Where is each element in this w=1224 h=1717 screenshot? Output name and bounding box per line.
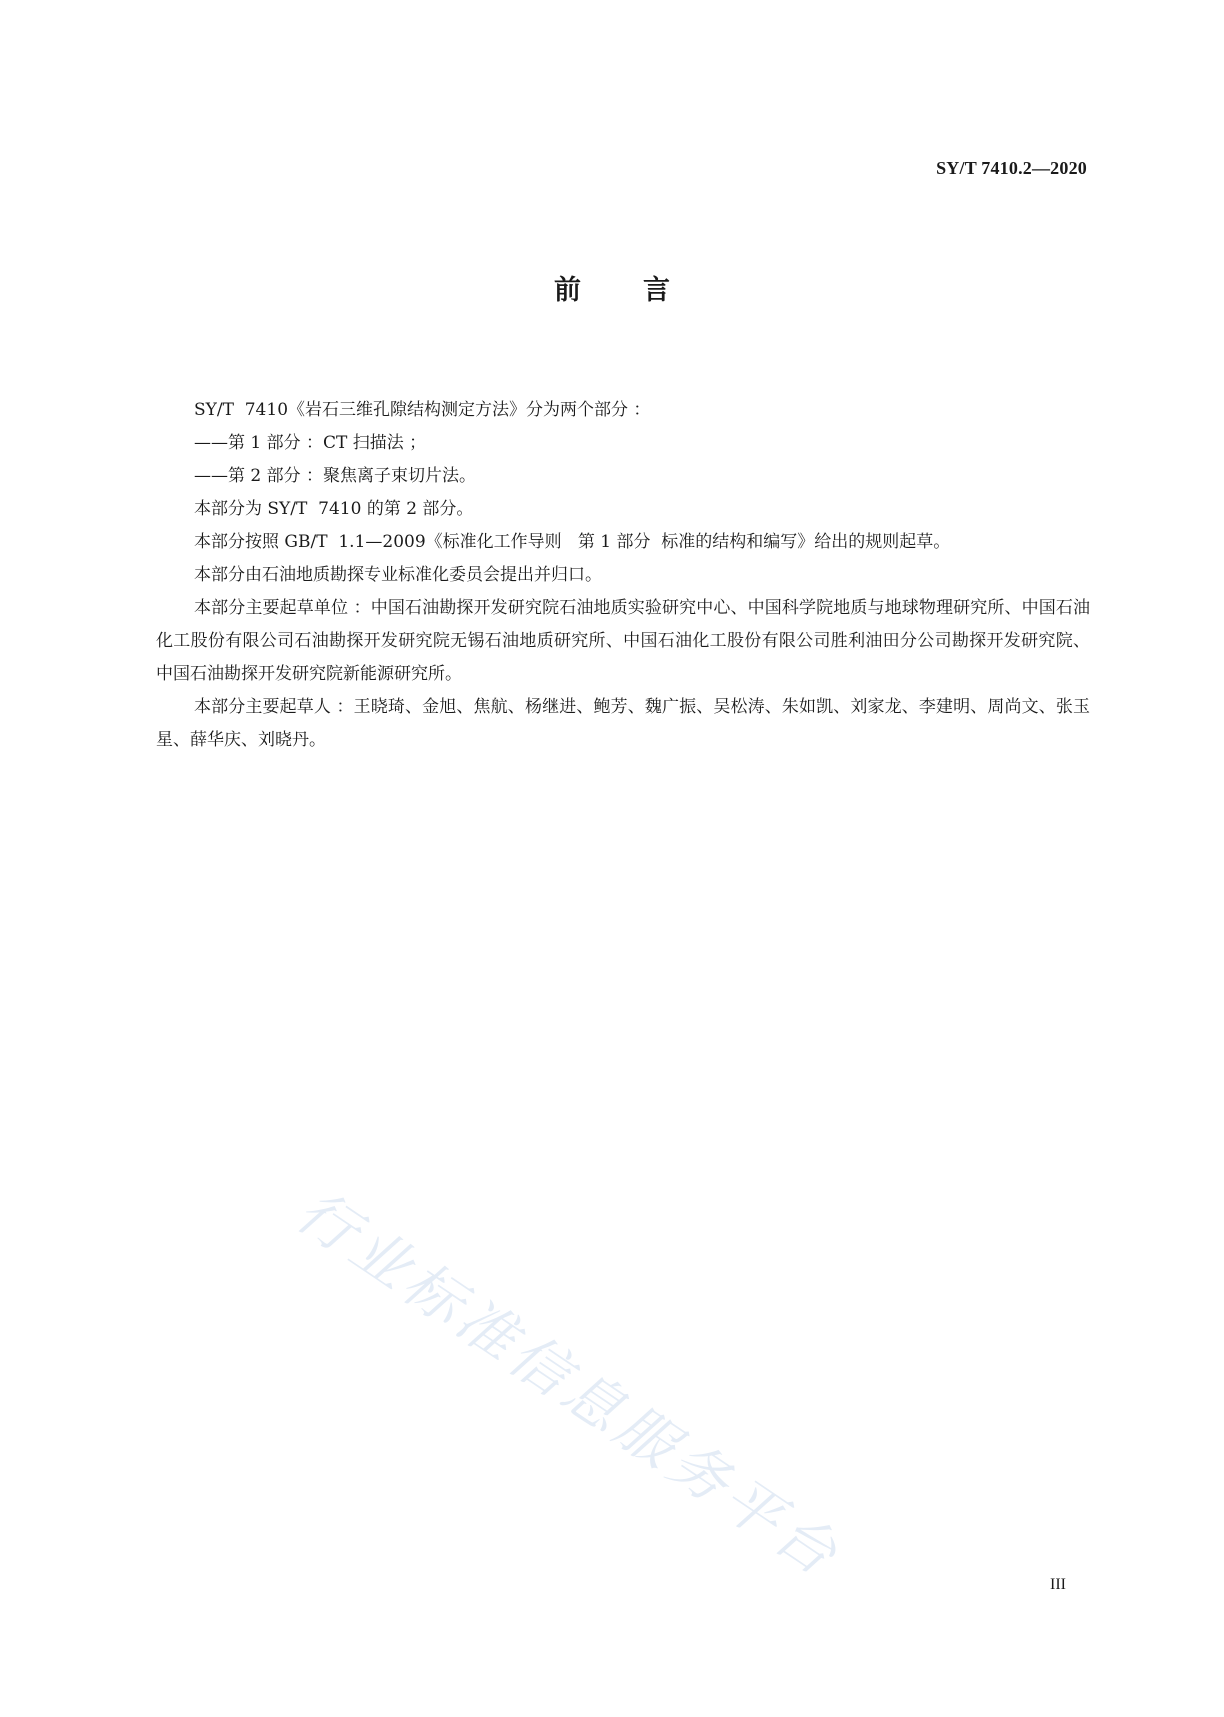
page-title-char-1: 前 [554, 275, 581, 306]
paragraph-parts-intro: SY/T 7410《岩石三维孔隙结构测定方法》分为两个部分 ： [194, 400, 651, 420]
paragraph-this-part: 本部分为 SY/T 7410 的第 2 部分。 [194, 499, 474, 519]
page-title-char-2: 言 [643, 275, 670, 306]
paragraph-part-1: ——第 1 部分 ：CT 扫描法 ； [194, 433, 427, 453]
paragraph-drafting-rules: 本部分按照 GB/T 1.1—2009《标准化工作导则 第 1 部分 标准的结构和编写》给出的规则起草。 [194, 532, 951, 552]
paragraph-committee: 本部分由石油地质勘探专业标准化委员会提出并归口。 [194, 565, 602, 585]
watermark: 行业标准信息服务平台 [284, 1176, 854, 1592]
paragraph-drafters: 本部分主要起草人 ：王晓琦、金旭、焦航、杨继进、鲍芳、魏广振、吴松涛、朱如凯、刘家龙、李建明、周尚文、张玉星、薛华庆、刘晓丹。 [156, 697, 1090, 750]
paragraph-part-2: ——第 2 部分 ：聚焦离子束切片法。 [194, 466, 477, 486]
paragraph-drafting-units: 本部分主要起草单位 ：中国石油勘探开发研究院石油地质实验研究中心、中国科学院地质与地球物理研究所、中国石油化工股份有限公司石油勘探开发研究院无锡石油地质研究所、中国石油化工股份有限公司胜利油田分公司勘探开发研究院、中国石油勘探开发研究院新能源研究所。 [156, 598, 1090, 684]
foreword-body [156, 394, 1090, 757]
standard-code: SY/T 7410.2—2020 [936, 158, 1087, 178]
page-title [0, 268, 1224, 307]
page-number: III [1050, 1576, 1066, 1593]
